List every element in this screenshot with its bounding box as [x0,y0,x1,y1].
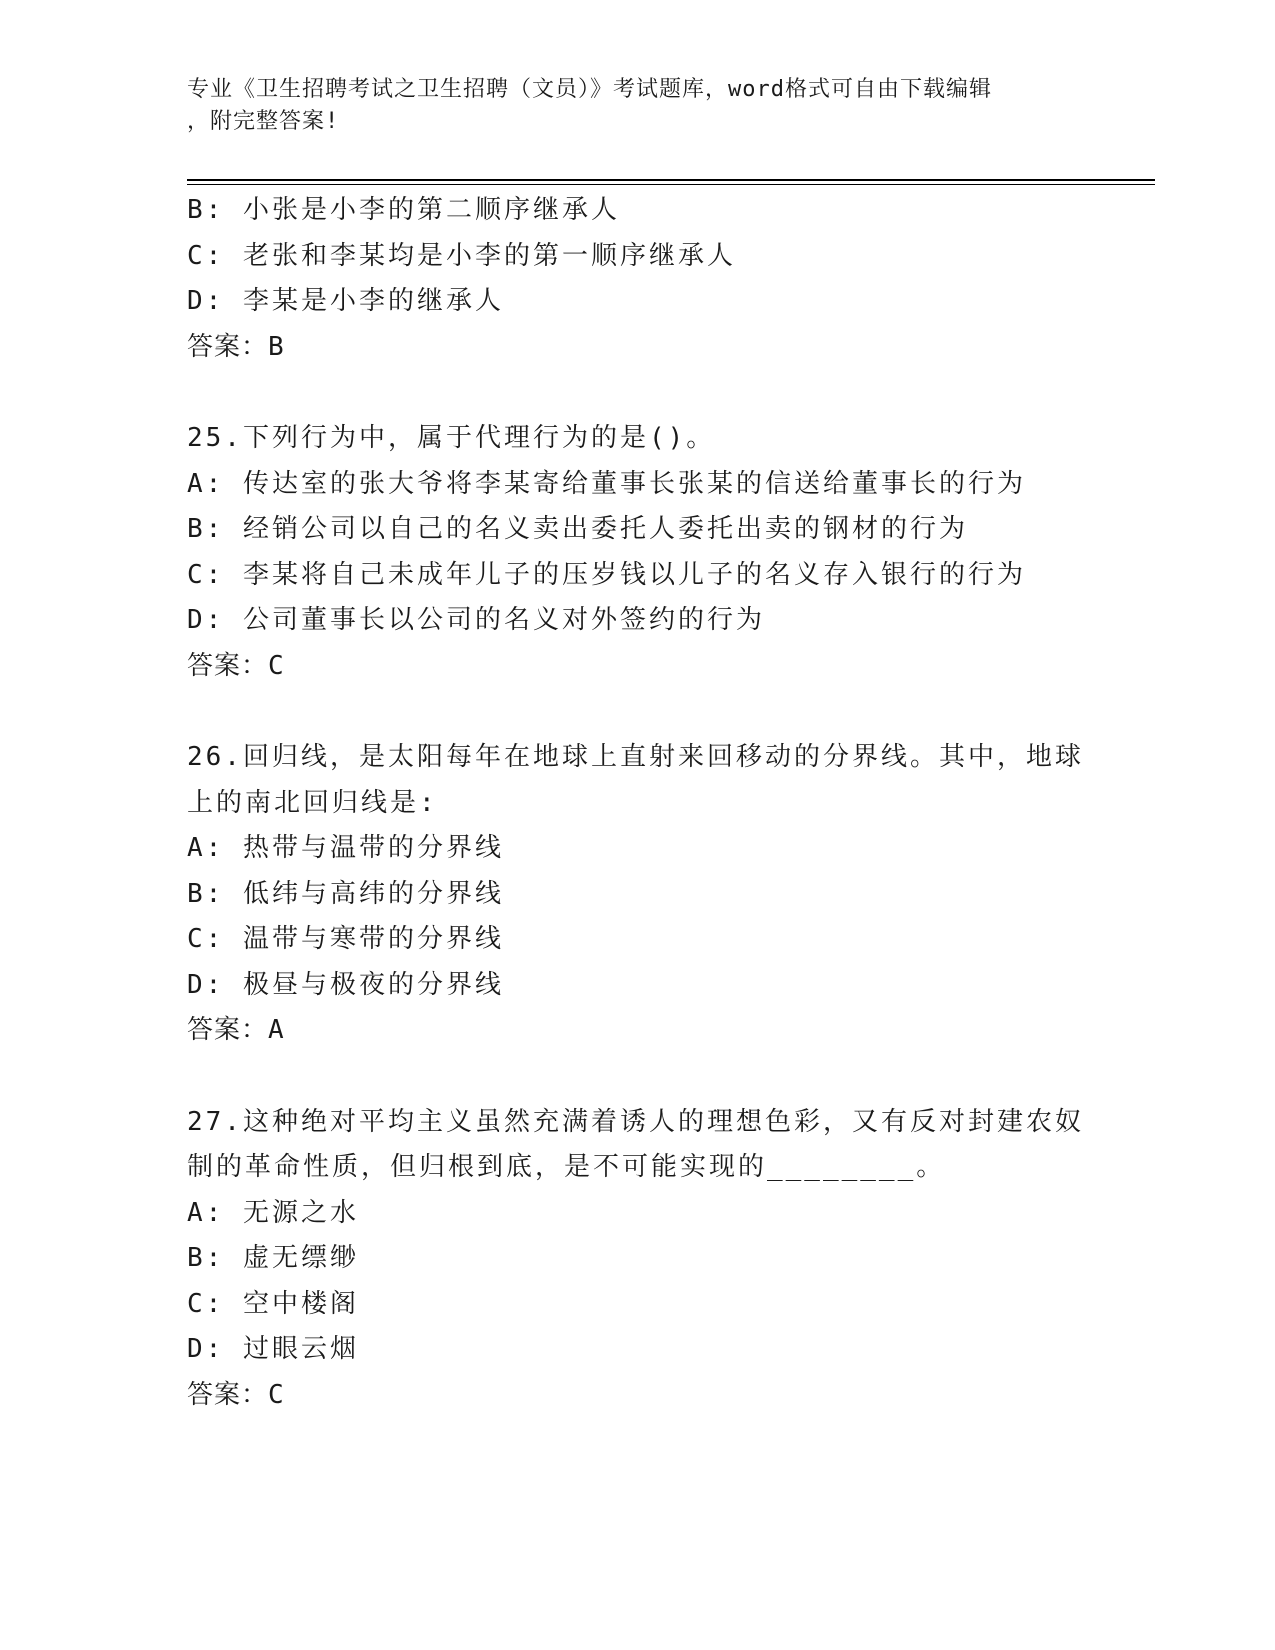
option-c: C: 李某将自己未成年儿子的压岁钱以儿子的名义存入银行的行为 [187,559,1026,590]
option-c: C: 老张和李某均是小李的第一顺序继承人 [187,240,736,271]
header-title-line-1: 专业《卫生招聘考试之卫生招聘（文员）》考试题库，word格式可自由下载编辑 [187,77,992,102]
option-c: C: 温带与寒带的分界线 [187,924,504,954]
option-b: B: 小张是小李的第二顺序继承人 [187,195,620,225]
option-d: D: 公司董事长以公司的名义对外签约的行为 [187,605,765,635]
header-divider-thin [187,184,1155,185]
answer-label: 答案： [187,331,269,362]
answer-label: 答案： [187,1379,269,1410]
option-a: A: 热带与温带的分界线 [187,833,504,863]
answer-label: 答案： [187,1015,269,1045]
answer-value: A [268,1015,285,1045]
page-header [187,74,1067,138]
question-25 [187,416,1087,689]
question-26 [187,735,1087,1054]
answer-line [187,644,1087,690]
answer-value: C [268,650,285,681]
option-b: B: 虚无缥缈 [187,1243,359,1273]
question-stem: 27.这种绝对平均主义虽然充满着诱人的理想色彩，又有反对封建农奴 [187,1106,1084,1137]
option-c: C: 空中楼阁 [187,1288,359,1319]
question-stem-continued: 制的革命性质，但归根到底，是不可能实现的________。 [187,1152,946,1182]
option-d: D: 李某是小李的继承人 [187,286,504,316]
option-d: D: 极昼与极夜的分界线 [187,969,504,1000]
answer-line [187,1373,1087,1419]
answer-line [187,1008,1087,1054]
option-b: B: 低纬与高纬的分界线 [187,878,504,909]
header-divider-thick [187,179,1155,181]
question-stem: 25.下列行为中，属于代理行为的是()。 [187,423,716,453]
answer-line [187,325,1087,371]
question-stem-continued: 上的南北回归线是: [187,787,438,818]
answer-value: C [268,1379,285,1410]
question-27 [187,1100,1087,1419]
option-a: A: 传达室的张大爷将李某寄给董事长张某的信送给董事长的行为 [187,468,1026,499]
answer-label: 答案： [187,650,269,681]
option-d: D: 过眼云烟 [187,1334,359,1364]
header-title-line-2: ，附完整答案! [187,109,340,134]
option-a: A: 无源之水 [187,1197,359,1228]
question-stem: 26.回归线，是太阳每年在地球上直射来回移动的分界线。其中，地球 [187,742,1084,772]
answer-value: B [268,331,285,362]
question-24-continued [187,188,1087,370]
question-list [187,188,1087,1418]
option-b: B: 经销公司以自己的名义卖出委托人委托出卖的钢材的行为 [187,514,968,544]
